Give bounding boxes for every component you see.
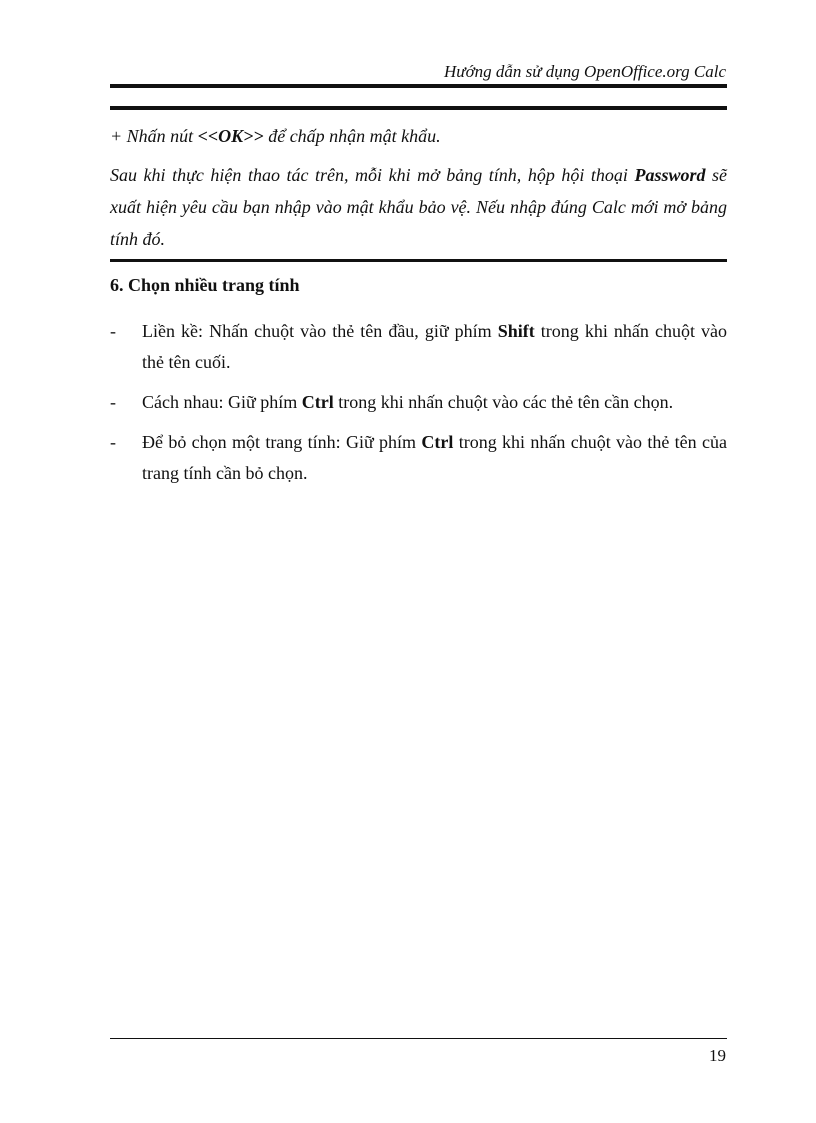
bullet-dash: - (110, 321, 116, 341)
bullet-dash: - (110, 392, 116, 412)
note-ok-prefix: + Nhấn nút (110, 126, 198, 146)
bullet-key: Ctrl (301, 392, 334, 412)
bullet-dash: - (110, 432, 116, 452)
note-ok-label: <<OK>> (197, 126, 264, 146)
header-rule (110, 84, 727, 88)
note-paragraph-prefix: Sau khi thực hiện thao tác trên, mỗi khi mở bảng tính, hộp hội thoại (110, 165, 635, 185)
note-ok-suffix: để chấp nhận mật khẩu. (263, 126, 441, 146)
list-item (110, 316, 727, 378)
bullet-key: Ctrl (421, 432, 454, 452)
bullet-key: Shift (497, 321, 535, 341)
bullet-text (142, 427, 727, 489)
footer-rule (110, 1038, 727, 1039)
running-header-title: Hướng dẫn sử dụng OpenOffice.org Calc (444, 62, 726, 81)
bullet-text-before: Cách nhau: Giữ phím (142, 392, 302, 412)
bullet-text-before: Để bỏ chọn một trang tính: Giữ phím (142, 432, 422, 452)
section-heading: 6. Chọn nhiều trang tính (110, 275, 300, 295)
list-item (110, 387, 727, 418)
note-box (110, 106, 727, 262)
bullet-text (142, 316, 727, 378)
note-paragraph (110, 159, 727, 255)
bullet-text-before: Liền kề: Nhấn chuột vào thẻ tên đầu, giữ phím (142, 321, 498, 341)
list-item (110, 427, 727, 489)
bullet-text-after: trong khi nhấn chuột vào thẻ tên cuối. (142, 321, 727, 372)
page-number: 19 (709, 1046, 726, 1065)
note-ok-line (110, 120, 727, 152)
bullet-text-after: trong khi nhấn chuột vào các thẻ tên cần chọn. (333, 392, 674, 412)
note-password-term: Password (634, 165, 706, 185)
bullet-text (142, 387, 727, 418)
bullet-list (110, 316, 727, 498)
bullet-text-after: trong khi nhấn chuột vào thẻ tên của trang tính cần bỏ chọn. (142, 432, 727, 483)
note-paragraph-suffix: sẽ xuất hiện yêu cầu bạn nhập vào mật khẩu bảo vệ. Nếu nhập đúng Calc mới mở bảng tính đó. (110, 165, 728, 249)
